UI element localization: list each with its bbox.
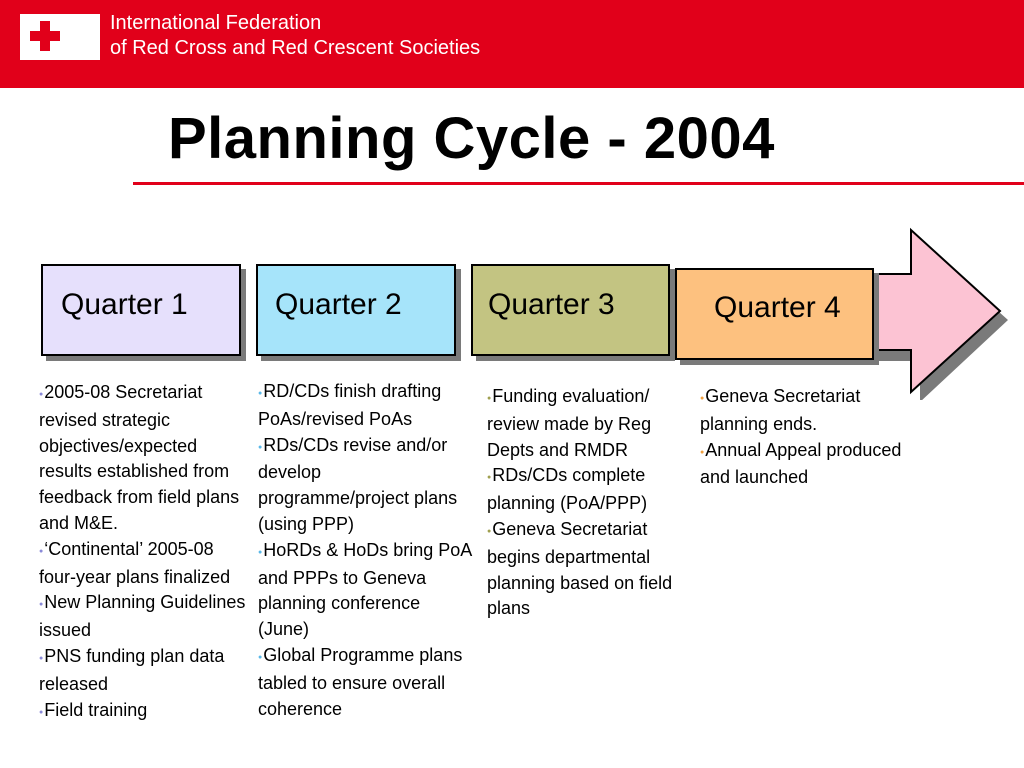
quarter-3-label: Quarter 3 — [488, 288, 615, 321]
quarter-4-label: Quarter 4 — [714, 291, 841, 324]
quarter-2-label: Quarter 2 — [275, 288, 402, 321]
quarter-3-list — [487, 384, 687, 622]
quarter-4-box — [675, 268, 874, 360]
quarter-1-list — [39, 380, 254, 725]
org-name-line-1: International Federation — [110, 12, 322, 34]
list-item: ● Global Programme plans tabled to ensure overall coherence — [258, 643, 473, 722]
quarter-3-box — [471, 264, 670, 356]
org-name-line-2: of Red Cross and Red Crescent Societies — [110, 37, 481, 59]
list-item: ● Geneva Secretariat planning ends. — [700, 384, 915, 438]
list-item: ● 2005-08 Secretariat revised strategic objectives/expected results established from feedback from field plans and M&E. — [39, 380, 254, 537]
quarter-4-list — [700, 384, 915, 491]
list-item: ● RD/CDs finish drafting PoAs/revised PoAs — [258, 379, 473, 433]
quarter-1-label: Quarter 1 — [61, 288, 188, 321]
list-item: ● HoRDs & HoDs bring PoA and PPPs to Geneva planning conference (June) — [258, 538, 473, 643]
list-item: ● Field training — [39, 698, 254, 726]
quarter-2-box — [256, 264, 456, 356]
quarter-2-list — [258, 379, 473, 722]
list-item: ● Annual Appeal produced and launched — [700, 438, 915, 492]
list-item: ● ‘Continental’ 2005-08 four-year plans finalized — [39, 537, 254, 591]
list-item: ● New Planning Guidelines issued — [39, 590, 254, 644]
list-item: ● RDs/CDs complete planning (PoA/PPP) — [487, 463, 687, 517]
list-item: ● Funding evaluation/ review made by Reg Depts and RMDR — [487, 384, 687, 463]
slide-title: Planning Cycle - 2004 — [168, 106, 775, 171]
list-item: ● PNS funding plan data released — [39, 644, 254, 698]
list-item: ● RDs/CDs revise and/or develop programme/project plans (using PPP) — [258, 433, 473, 538]
list-item: ● Geneva Secretariat begins departmental planning based on field plans — [487, 517, 687, 622]
quarter-1-box — [41, 264, 241, 356]
